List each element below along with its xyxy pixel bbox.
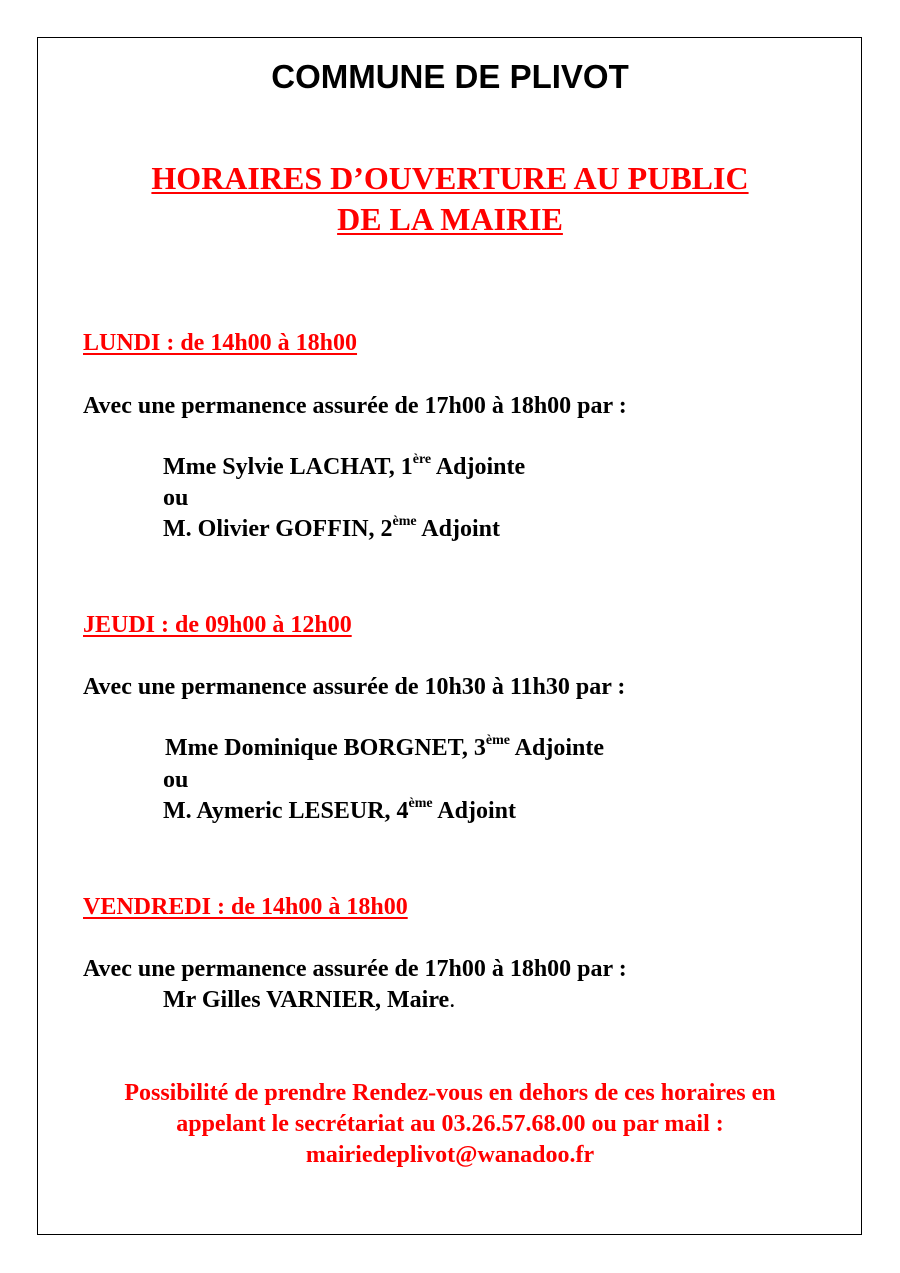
note-line-2: appelant le secrétariat au 03.26.57.68.00 ou par mail : — [176, 1111, 724, 1137]
person-goffin — [163, 516, 500, 543]
person-leseur — [163, 798, 516, 825]
person-name: M. Aymeric LESEUR, 4 — [163, 798, 409, 824]
day-heading-vendredi: VENDREDI : de 14h00 à 18h00 — [83, 894, 408, 920]
day-heading-lundi: LUNDI : de 14h00 à 18h00 — [83, 330, 358, 356]
page-title: COMMUNE DE PLIVOT — [271, 58, 629, 95]
headline-line-1: HORAIRES D’OUVERTURE AU PUBLIC — [151, 160, 749, 196]
contact-email[interactable]: mairiedeplivot@wanadoo.fr — [305, 1142, 595, 1168]
day-heading-jeudi: JEUDI : de 09h00 à 12h00 — [83, 612, 352, 638]
person-lachat — [163, 454, 525, 481]
note-line-1: Possibilité de prendre Rendez-vous en dehors de ces horaires en — [124, 1080, 776, 1106]
permanence-vendredi: Avec une permanence assurée de 17h00 à 18h00 par : — [83, 956, 627, 982]
separator-or: ou — [163, 767, 189, 793]
ordinal-suffix: ème — [485, 733, 510, 748]
person-name: Mme Dominique BORGNET, 3 — [165, 735, 486, 761]
ordinal-suffix: ère — [412, 452, 432, 467]
person-name: Mme Sylvie LACHAT, 1 — [163, 454, 413, 480]
person-borgnet — [165, 735, 604, 762]
person-role: Adjoint — [416, 516, 500, 542]
headline-line-2: DE LA MAIRIE — [337, 201, 563, 237]
person-name: Mr Gilles VARNIER, Maire — [163, 987, 450, 1013]
person-role: Adjointe — [431, 454, 526, 480]
separator-or: ou — [163, 485, 189, 511]
ordinal-suffix: ème — [392, 514, 417, 529]
permanence-lundi: Avec une permanence assurée de 17h00 à 18h00 par : — [83, 393, 627, 419]
permanence-jeudi: Avec une permanence assurée de 10h30 à 11h30 par : — [83, 674, 626, 700]
person-name: M. Olivier GOFFIN, 2 — [163, 516, 393, 542]
period: . — [449, 987, 456, 1013]
person-varnier — [163, 987, 455, 1014]
ordinal-suffix: ème — [408, 796, 433, 811]
person-role: Adjointe — [510, 735, 605, 761]
person-role: Adjoint — [432, 798, 516, 824]
